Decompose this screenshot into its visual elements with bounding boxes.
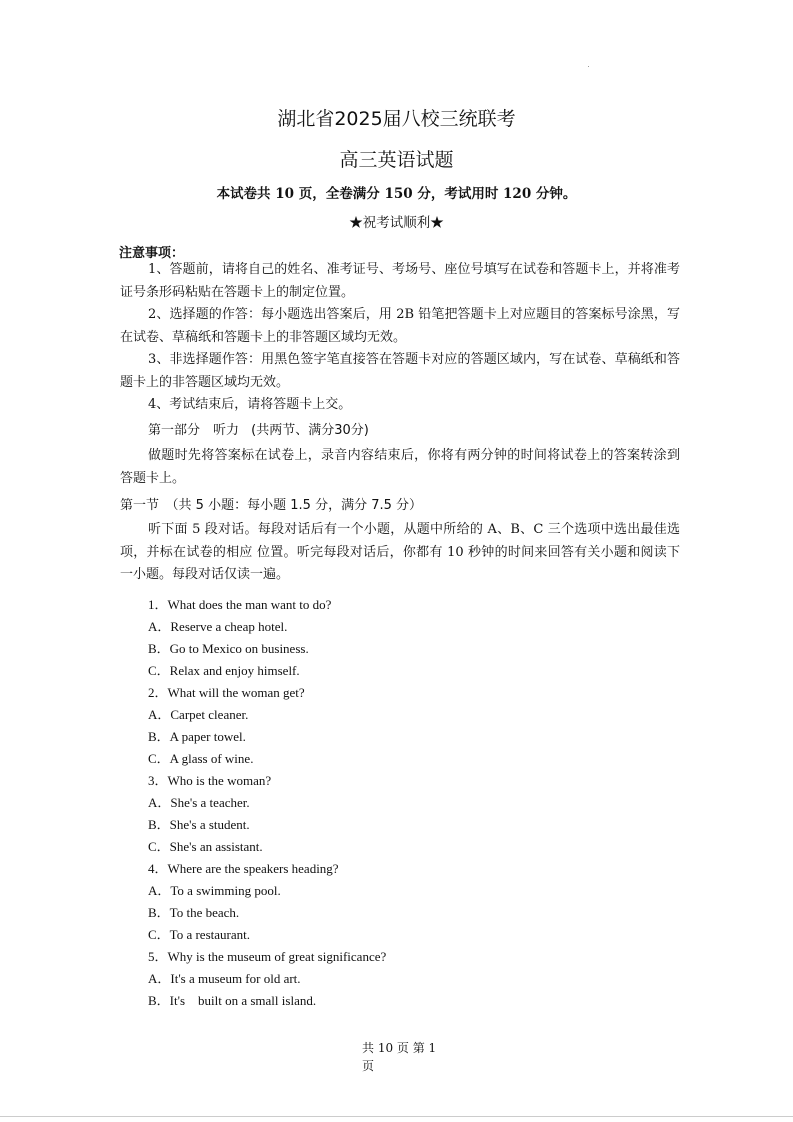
note-item-1: 1、答题前，请将自己的姓名、准考证号、考场号、座位号填写在试卷和答题卡上，并将准考证号条形码粘贴在答题卡上的制定位置。 xyxy=(120,262,680,300)
question-option: A．Reserve a cheap hotel. xyxy=(148,619,288,634)
exam-subtitle: 高三英语试题 xyxy=(339,149,454,171)
note-item-4: 4、考试结束后，请将答题卡上交。 xyxy=(148,397,352,412)
exam-title: 湖北省2025届八校三统联考 xyxy=(277,108,516,130)
note-item-3: 3、非选择题作答：用黑色签字笔直接答在答题卡对应的答题区域内，写在试卷、草稿纸和答题卡上的非答题区域均无效。 xyxy=(120,352,680,390)
question-option: B．It's built on a small island. xyxy=(148,993,317,1008)
question-stem: 4．Where are the speakers heading? xyxy=(148,861,339,876)
section1-label: 第一节 （共 xyxy=(120,498,192,513)
question-option: C．To a restaurant. xyxy=(148,927,250,942)
section1-text-a: 小题：每小题 xyxy=(208,498,287,513)
note-item-2: 2、选择题的作答：每小题选出答案后，用 2B 铅笔把答题卡上对应题目的答案标号涂黑，写在试卷、草稿纸和答题卡上的非答题区域均无效。 xyxy=(120,307,680,345)
question-option: C．Relax and enjoy himself. xyxy=(148,663,300,678)
section1-each: 1.5 xyxy=(290,498,311,513)
part1-label: 第一部分 听力 xyxy=(148,423,240,438)
question-option: B．To the beach. xyxy=(148,905,240,920)
question-option: B．She's a student. xyxy=(148,817,250,832)
question-option: B．Go to Mexico on business. xyxy=(148,641,309,656)
question-stem: 1．What does the man want to do? xyxy=(148,597,332,612)
part1-heading xyxy=(148,419,369,438)
part1-instruction: 做题时先将答案标在试卷上，录音内容结束后，你将有两分钟的时间将试卷上的答案转涂到答题卡上。 xyxy=(120,448,680,486)
question-option: A．To a swimming pool. xyxy=(148,883,281,898)
section1-text-b: 分，满分 xyxy=(315,498,368,513)
question-option: A．She's a teacher. xyxy=(148,795,250,810)
section1-total: 7.5 xyxy=(371,498,392,513)
question-option: A．Carpet cleaner. xyxy=(148,707,249,722)
section1-count: 5 xyxy=(195,498,204,513)
page-number-line2: 页 xyxy=(362,1059,375,1073)
question-stem: 5．Why is the museum of great significance? xyxy=(148,949,387,964)
scan-speck xyxy=(588,66,589,67)
page-bottom-rule xyxy=(0,1116,793,1117)
section1-text-c: 分） xyxy=(396,498,423,513)
question-stem: 3．Who is the woman? xyxy=(148,773,272,788)
question-option: B．A paper towel. xyxy=(148,729,246,744)
exam-info: 本试卷共 10 页，全卷满分 150 分，考试用时 120 分钟。 xyxy=(216,186,577,202)
part1-score: (共两节、满分30分) xyxy=(251,423,369,438)
section1-instruction: 听下面 5 段对话。每段对话后有一个小题，从题中所给的 A、B、C 三个选项中选出最佳选项，并标在试卷的相应 位置。听完每段对话后，你都有 10 秒钟的时间来回答有关小题和阅读下一小题。每段对话仅读一遍。 xyxy=(120,522,680,582)
page-number-line1: 共 10 页 第 1 xyxy=(362,1041,437,1055)
section1-heading xyxy=(120,494,422,513)
question-stem: 2．What will the woman get? xyxy=(148,685,305,700)
notes-heading: 注意事项： xyxy=(119,246,185,261)
question-option: C．A glass of wine. xyxy=(148,751,254,766)
question-option: C．She's an assistant. xyxy=(148,839,263,854)
question-option: A．It's a museum for old art. xyxy=(148,971,301,986)
good-luck-wish: ★祝考试顺利★ xyxy=(349,215,444,231)
